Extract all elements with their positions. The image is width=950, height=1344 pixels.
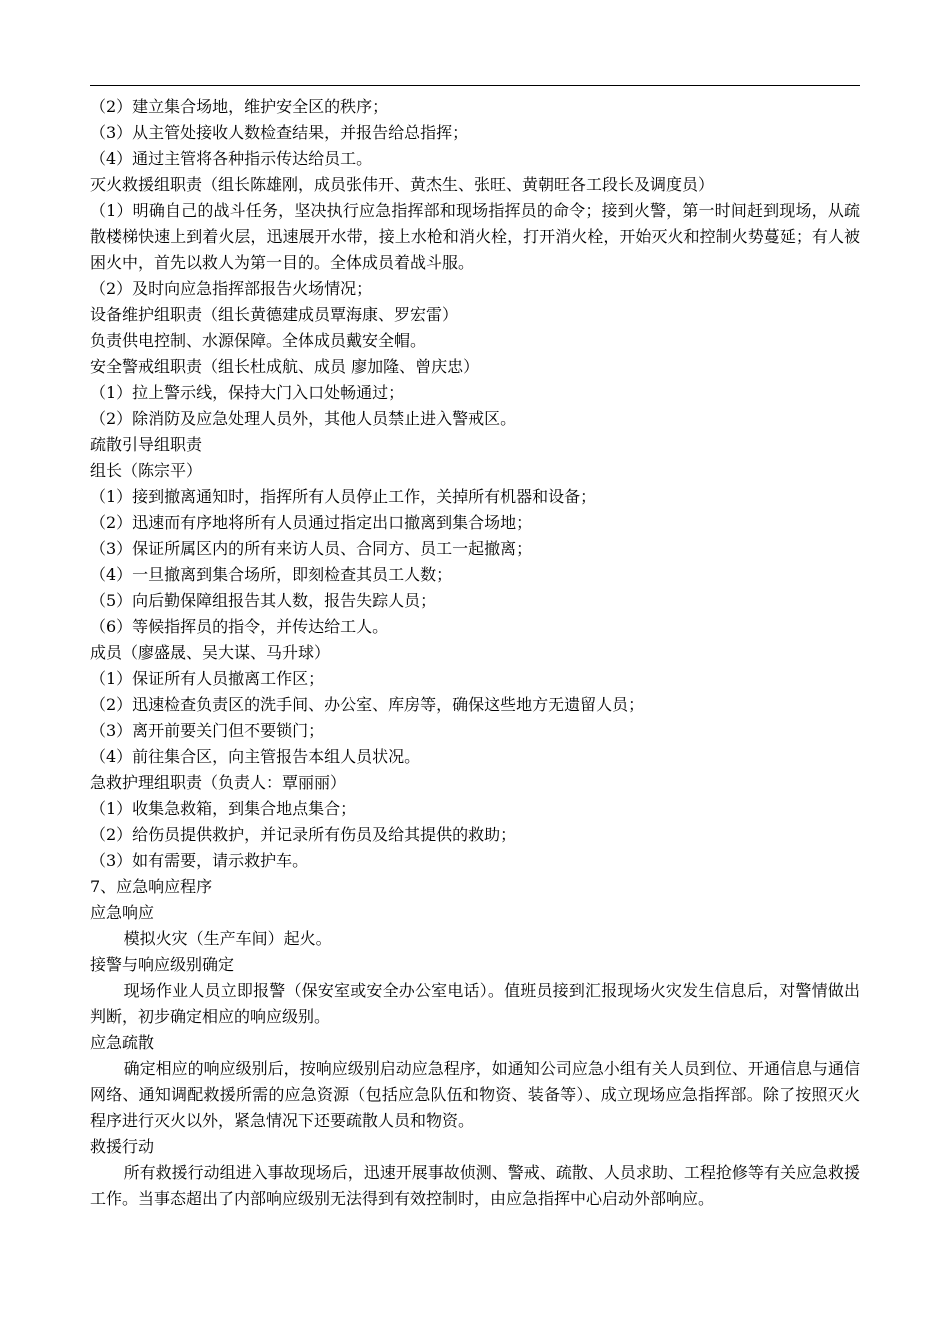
paragraph: （4）通过主管将各种指示传达给员工。 — [90, 149, 373, 168]
header-rule — [90, 85, 860, 86]
subsection-heading: 应急疏散 — [90, 1033, 155, 1052]
paragraph: （3）从主管处接收人数检查结果，并报告给总指挥； — [90, 123, 469, 142]
subsection-heading: 组长（陈宗平） — [90, 461, 203, 480]
section-heading: 疏散引导组职责 — [90, 435, 203, 454]
paragraph: （3）保证所属区内的所有来访人员、合同方、员工一起撤离； — [90, 539, 533, 558]
paragraph: （2）迅速检查负责区的洗手间、办公室、库房等，确保这些地方无遗留人员； — [90, 695, 645, 714]
paragraph: （4）前往集合区，向主管报告本组人员状况。 — [90, 747, 421, 766]
document-body — [90, 94, 860, 1212]
paragraph: （3）离开前要关门但不要锁门； — [90, 721, 325, 740]
paragraph: （1）保证所有人员撤离工作区； — [90, 669, 325, 688]
paragraph: （2）给伤员提供救护，并记录所有伤员及给其提供的救助； — [90, 825, 517, 844]
paragraph: （2）迅速而有序地将所有人员通过指定出口撤离到集合场地； — [90, 513, 533, 532]
paragraph: （1）收集急救箱，到集合地点集合； — [90, 799, 357, 818]
section-heading: 设备维护组职责（组长黄德建成员覃海康、罗宏雷） — [90, 305, 459, 324]
paragraph: （4）一旦撤离到集合场所，即刻检查其员工人数； — [90, 565, 453, 584]
paragraph: （2）除消防及应急处理人员外，其他人员禁止进入警戒区。 — [90, 409, 517, 428]
subsection-heading: 接警与响应级别确定 — [90, 955, 235, 974]
subsection-heading: 成员（廖盛晟、吴大谋、马升球） — [90, 643, 331, 662]
section-heading: 7、应急响应程序 — [90, 877, 213, 896]
paragraph: （1）拉上警示线，保持大门入口处畅通过； — [90, 383, 405, 402]
paragraph: （5）向后勤保障组报告其人数，报告失踪人员； — [90, 591, 437, 610]
paragraph: 现场作业人员立即报警（保安室或安全办公室电话）。值班员接到汇报现场火灾发生信息后，对警情做出判断，初步确定相应的响应级别。 — [90, 981, 860, 1026]
subsection-heading: 救援行动 — [90, 1137, 155, 1156]
paragraph: （2）建立集合场地，维护安全区的秩序； — [90, 97, 389, 116]
paragraph: 确定相应的响应级别后，按响应级别启动应急程序，如通知公司应急小组有关人员到位、开通信息与通信网络、通知调配救援所需的应急资源（包括应急队伍和物资、装备等）、成立现场应急指挥部。除了按照灭火程序进行灭火以外，紧急情况下还要疏散人员和物资。 — [90, 1059, 860, 1130]
section-heading: 急救护理组职责（负责人：覃丽丽） — [90, 773, 347, 792]
subsection-heading: 应急响应 — [90, 903, 155, 922]
section-heading: 灭火救援组职责（组长陈雄刚，成员张伟开、黄杰生、张旺、黄朝旺各工段长及调度员） — [90, 175, 715, 194]
paragraph: 所有救援行动组进入事故现场后，迅速开展事故侦测、警戒、疏散、人员求助、工程抢修等有关应急救援工作。当事态超出了内部响应级别无法得到有效控制时，由应急指挥中心启动外部响应。 — [90, 1163, 860, 1208]
paragraph: 负责供电控制、水源保障。全体成员戴安全帽。 — [90, 331, 427, 350]
paragraph: （1）接到撤离通知时，指挥所有人员停止工作，关掉所有机器和设备； — [90, 487, 597, 506]
paragraph: （1）明确自己的战斗任务，坚决执行应急指挥部和现场指挥员的命令；接到火警，第一时间赶到现场，从疏散楼梯快速上到着火层，迅速展开水带，接上水枪和消火栓，打开消火栓，开始灭火和控制火势蔓延；有人被困火中，首先以救人为第一目的。全体成员着战斗服。 — [90, 201, 860, 272]
section-heading: 安全警戒组职责（组长杜成航、成员 廖加隆、曾庆忠） — [90, 357, 480, 376]
paragraph: （3）如有需要，请示救护车。 — [90, 851, 309, 870]
paragraph: 模拟火灾（生产车间）起火。 — [123, 929, 332, 948]
paragraph: （2）及时向应急指挥部报告火场情况； — [90, 279, 373, 298]
paragraph: （6）等候指挥员的指令，并传达给工人。 — [90, 617, 389, 636]
